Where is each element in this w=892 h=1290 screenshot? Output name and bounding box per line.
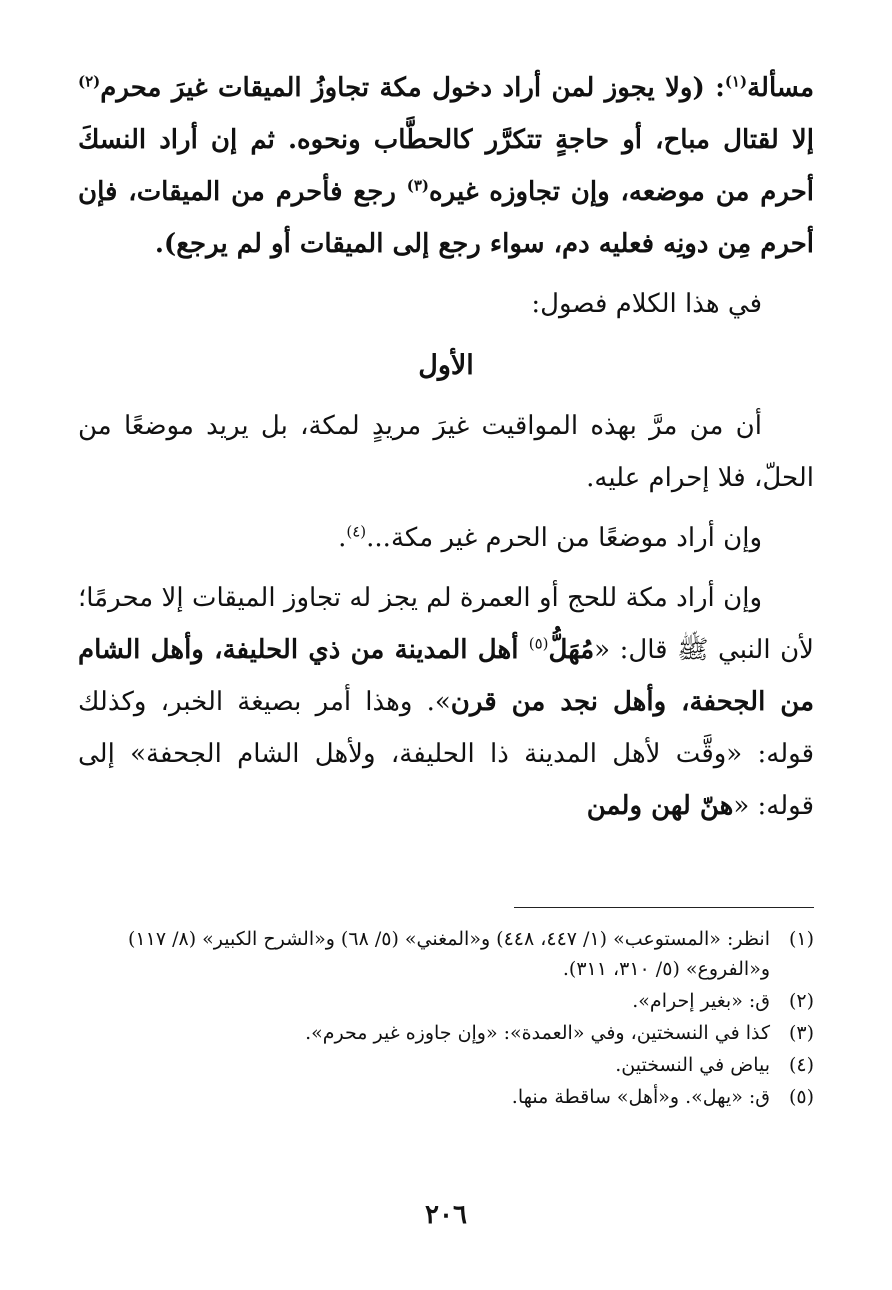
footnote-number: (٢) bbox=[788, 990, 814, 1012]
masala-text-a: : (ولا يجوز لمن أراد دخول مكة تجاوزُ الميقات غيرَ محرم bbox=[100, 73, 725, 103]
haram-end: . bbox=[338, 523, 347, 553]
footnote-text: ق: «يهل». و«أهل» ساقطة منها. bbox=[511, 1086, 770, 1108]
hadith-bold-a: مُهَلُّ bbox=[548, 635, 595, 665]
footnote-2 bbox=[78, 986, 814, 1016]
footnote-divider bbox=[514, 907, 814, 908]
footnotes bbox=[78, 922, 814, 1114]
footnote-4 bbox=[78, 1050, 814, 1080]
masala-label: مسألة bbox=[747, 73, 814, 103]
footnote-text: كذا في النسختين، وفي «العمدة»: «وإن جاوزه غير محرم». bbox=[305, 1022, 770, 1044]
footnote-number: (٥) bbox=[788, 1086, 814, 1108]
hadith-bold-b: أهل المدينة من ذي الحليفة، وأهل الشام من الجحفة، وأهل نجد من قرن bbox=[78, 635, 814, 717]
footnote-number: (١) bbox=[788, 928, 814, 950]
footnote-number: (٣) bbox=[788, 1022, 814, 1044]
paragraph-intro: في هذا الكلام فصول: bbox=[531, 289, 762, 319]
section-heading: الأول bbox=[418, 350, 474, 381]
mawaqit-text-a: وإن أراد مكة للحج أو العمرة لم يجز له تجاوز الميقات إلا محرمًا؛ لأن النبي ﷺ قال: « bbox=[78, 583, 815, 665]
haram-text: وإن أراد موضعًا من الحرم غير مكة... bbox=[366, 523, 762, 553]
footnote-3 bbox=[78, 1018, 814, 1048]
footnote-ref-1[interactable]: (١) bbox=[724, 72, 748, 91]
footnote-5 bbox=[78, 1082, 814, 1112]
footnote-ref-5[interactable]: (٥) bbox=[528, 634, 549, 653]
footnote-ref-3[interactable]: (٣) bbox=[406, 176, 430, 195]
footnote-ref-2[interactable]: (٢) bbox=[78, 72, 101, 91]
paragraph-haram bbox=[78, 512, 814, 564]
footnote-1 bbox=[78, 924, 814, 984]
masala-text-b: إلا لقتال مباح، أو حاجةٍ تتكرَّر كالحطَّاب ونحوه. ثم إن أراد النسكَ أحرم من موضعه، وإن تجاوزه غيره bbox=[78, 125, 815, 207]
footnote-text: انظر: «المستوعب» (١/ ٤٤٧، ٤٤٨) و«المغني» (٥/ ٦٨) و«الشرح الكبير» (٨/ ١١٧) و«الفروع» (٥/ ٣١٠، ٣١١). bbox=[127, 928, 770, 980]
hadith-bold-c: هنّ لهن ولمن bbox=[586, 791, 734, 821]
footnote-text: ق: «بغير إحرام». bbox=[632, 990, 770, 1012]
page-number: ٢٠٦ bbox=[425, 1200, 467, 1230]
paragraph-mawaqit bbox=[78, 572, 814, 832]
paragraph-masala bbox=[78, 62, 814, 270]
masala-text-c: رجع فأحرم من الميقات، فإن أحرم مِن دونِه فعليه دم، سواء رجع إلى الميقات أو لم يرجع). bbox=[78, 177, 814, 259]
footnote-text: بياض في النسختين. bbox=[615, 1054, 770, 1076]
paragraph-first: أن من مرَّ بهذه المواقيت غيرَ مريدٍ لمكة، بل يريد موضعًا من الحلّ، فلا إحرام عليه. bbox=[78, 411, 814, 493]
mawaqit-text-b: ». وهذا أمر بصيغة الخبر، وكذلك قوله: «وقَّت لأهل المدينة ذا الحليفة، ولأهل الشام الجحفة» إلى قوله: « bbox=[78, 687, 814, 821]
footnote-ref-4[interactable]: (٤) bbox=[346, 522, 367, 541]
footnote-number: (٤) bbox=[788, 1054, 814, 1076]
